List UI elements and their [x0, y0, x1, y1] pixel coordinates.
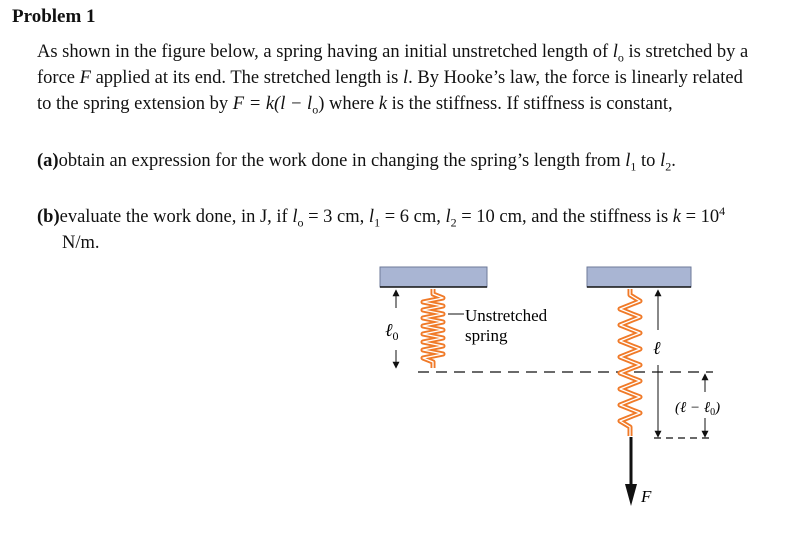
problem-heading: Problem 1 — [12, 6, 96, 27]
spring-label: spring — [465, 326, 508, 345]
l0-label: ℓ$_0$ — [385, 320, 399, 343]
part-a: (a)obtain an expression for the work done in changing the spring’s length from $l_1$ to $l_2$. — [37, 151, 676, 174]
right-support — [587, 267, 691, 287]
hookes-law-formula: F = k(l − l — [232, 94, 313, 114]
l-label: ℓ — [653, 338, 661, 358]
left-support — [380, 267, 487, 287]
stretched-spring — [620, 289, 640, 436]
extension-label: (ℓ − ℓ$_0$) — [675, 400, 721, 418]
force-arrowhead — [625, 484, 637, 506]
part-b: (b)evaluate the work done, in J, if $l_o = 3$ cm, $l_1 = 6$ cm, $l_2 = 10$ cm, and the stiffness is $k = 10^4$ N/m. — [37, 203, 726, 253]
unstretched-label: Unstretched — [465, 306, 548, 325]
problem-intro: As shown in the figure below, a spring having an initial unstretched length of $l_o$ is stretched by a force F applied at its end. The stretched length is l. By Hooke’s law, the force is linearly related to the spring extension by $F = k(l - l_o)$ where k is the stiffness. If stiffness is constant, — [37, 42, 749, 117]
force-label: F — [641, 487, 652, 506]
unstretched-spring — [423, 289, 443, 368]
